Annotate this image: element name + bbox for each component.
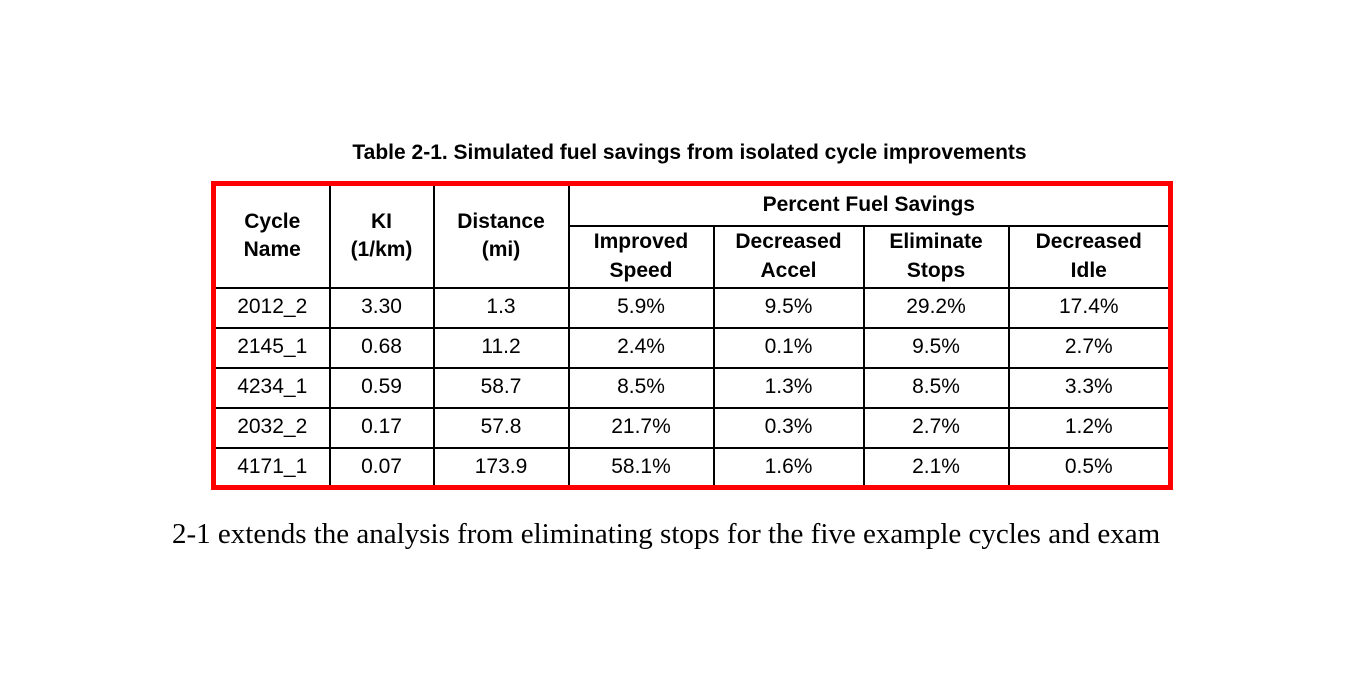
header-line: Decreased xyxy=(1035,230,1142,254)
cell-cycle-name: 2012_2 xyxy=(214,288,330,328)
cell-eliminate-stops: 8.5% xyxy=(864,368,1009,408)
cell-ki: 0.07 xyxy=(330,448,434,488)
col-header-eliminate-stops xyxy=(864,226,1009,288)
cell-improved-speed: 5.9% xyxy=(569,288,714,328)
cell-distance: 1.3 xyxy=(434,288,569,328)
cell-improved-speed: 8.5% xyxy=(569,368,714,408)
cell-ki: 0.59 xyxy=(330,368,434,408)
cell-distance: 11.2 xyxy=(434,328,569,368)
header-line: (1/km) xyxy=(350,238,413,262)
cell-distance: 173.9 xyxy=(434,448,569,488)
cell-decreased-accel: 0.1% xyxy=(714,328,864,368)
cell-ki: 0.68 xyxy=(330,328,434,368)
header-line: Improved xyxy=(593,230,689,254)
cell-cycle-name: 2032_2 xyxy=(214,408,330,448)
header-line: Decreased xyxy=(735,230,842,254)
cell-decreased-accel: 1.3% xyxy=(714,368,864,408)
cell-eliminate-stops: 2.7% xyxy=(864,408,1009,448)
cell-improved-speed: 58.1% xyxy=(569,448,714,488)
header-line: Speed xyxy=(609,258,673,282)
header-line: (mi) xyxy=(481,238,521,262)
cell-cycle-name: 2145_1 xyxy=(214,328,330,368)
col-header-improved-speed xyxy=(569,226,714,288)
table-row xyxy=(214,408,1171,448)
table-title: Table 2-1. Simulated fuel savings from isolated cycle improvements xyxy=(352,141,1027,164)
table-row xyxy=(214,368,1171,408)
cell-decreased-idle: 3.3% xyxy=(1009,368,1171,408)
cell-ki: 0.17 xyxy=(330,408,434,448)
col-header-decreased-accel xyxy=(714,226,864,288)
header-line: Stops xyxy=(906,258,966,282)
cell-cycle-name: 4234_1 xyxy=(214,368,330,408)
table-row xyxy=(214,328,1171,368)
group-header-percent-fuel-savings: Percent Fuel Savings xyxy=(569,184,1171,226)
cell-decreased-accel: 0.3% xyxy=(714,408,864,448)
cell-eliminate-stops: 2.1% xyxy=(864,448,1009,488)
header-line: Name xyxy=(243,238,301,262)
cell-ki: 3.30 xyxy=(330,288,434,328)
caption-text: 2-1 extends the analysis from eliminating stops for the five example cycles and exam xyxy=(172,518,1161,550)
cell-decreased-accel: 1.6% xyxy=(714,448,864,488)
col-header-cycle-name xyxy=(214,184,330,288)
header-line: Accel xyxy=(760,258,817,282)
fuel-savings-table xyxy=(211,181,1173,490)
cell-distance: 57.8 xyxy=(434,408,569,448)
table-header-row-top xyxy=(214,184,1171,226)
table-row xyxy=(214,448,1171,488)
header-line: Idle xyxy=(1070,258,1107,282)
cell-improved-speed: 21.7% xyxy=(569,408,714,448)
cell-distance: 58.7 xyxy=(434,368,569,408)
header-line: Distance xyxy=(457,209,545,233)
cell-decreased-accel: 9.5% xyxy=(714,288,864,328)
header-line: Eliminate xyxy=(889,230,983,254)
cell-eliminate-stops: 29.2% xyxy=(864,288,1009,328)
header-line: KI xyxy=(371,209,392,233)
cell-cycle-name: 4171_1 xyxy=(214,448,330,488)
cell-decreased-idle: 2.7% xyxy=(1009,328,1171,368)
cell-decreased-idle: 17.4% xyxy=(1009,288,1171,328)
cell-improved-speed: 2.4% xyxy=(569,328,714,368)
col-header-ki xyxy=(330,184,434,288)
cell-decreased-idle: 0.5% xyxy=(1009,448,1171,488)
col-header-decreased-idle xyxy=(1009,226,1171,288)
table-row xyxy=(214,288,1171,328)
header-line: Cycle xyxy=(244,209,301,233)
cell-eliminate-stops: 9.5% xyxy=(864,328,1009,368)
cell-decreased-idle: 1.2% xyxy=(1009,408,1171,448)
col-header-distance xyxy=(434,184,569,288)
